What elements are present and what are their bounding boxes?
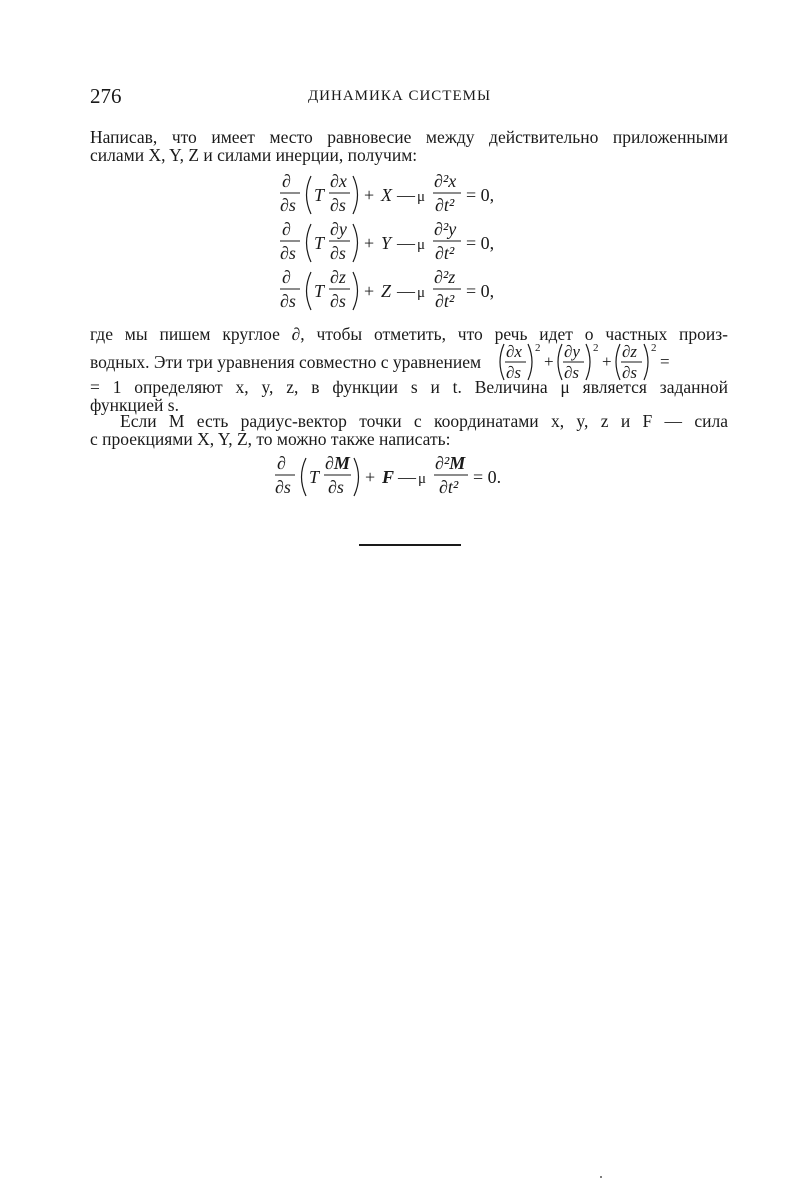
- svg-text:∂²x: ∂²x: [433, 171, 456, 191]
- svg-text:∂t²: ∂t²: [434, 243, 454, 263]
- svg-text:∂s: ∂s: [327, 477, 344, 497]
- svg-text:∂s: ∂s: [329, 195, 346, 215]
- svg-text:2: 2: [651, 342, 657, 354]
- svg-text:—: —: [396, 185, 415, 205]
- svg-text:X: X: [380, 185, 392, 205]
- svg-text:T: T: [313, 233, 324, 253]
- svg-text:∂: ∂: [281, 267, 291, 287]
- svg-text:+: +: [363, 281, 374, 301]
- svg-text:—: —: [396, 281, 415, 301]
- svg-text:∂z: ∂z: [329, 267, 346, 287]
- svg-text:∂s: ∂s: [279, 195, 296, 215]
- svg-text:∂s: ∂s: [564, 363, 580, 382]
- paragraph-vector-form-line-1: Если M есть радиус-вектор точки с координатами x, y, z и F — сила: [120, 411, 728, 431]
- svg-text:∂s: ∂s: [329, 291, 346, 311]
- svg-text:F: F: [381, 467, 394, 487]
- svg-text:∂s: ∂s: [274, 477, 291, 497]
- svg-text:+: +: [364, 467, 375, 487]
- page-number: 276: [90, 84, 122, 108]
- paragraph-intro-line-2: силами X, Y, Z и силами инерции, получим:: [90, 145, 418, 165]
- svg-text:∂²y: ∂²y: [433, 219, 456, 239]
- svg-text:T: T: [308, 467, 319, 487]
- svg-text:∂: ∂: [281, 219, 291, 239]
- svg-text:Y: Y: [380, 233, 391, 253]
- svg-text:∂x: ∂x: [506, 342, 522, 361]
- svg-text:+: +: [544, 352, 554, 371]
- svg-text:= 0,: = 0,: [465, 185, 494, 205]
- svg-text:∂z: ∂z: [622, 342, 638, 361]
- svg-text:∂t²: ∂t²: [438, 477, 458, 497]
- equation-vector: [0, 454, 799, 505]
- equation-z: [0, 268, 799, 319]
- svg-text:∂s: ∂s: [279, 291, 296, 311]
- svg-text:∂t²: ∂t²: [434, 195, 454, 215]
- svg-text:μ: μ: [417, 471, 426, 487]
- svg-text:+: +: [602, 352, 612, 371]
- svg-text:μ: μ: [416, 285, 425, 301]
- paragraph-explanation-line-2-text: водных. Эти три уравнения совместно с уравнением: [90, 352, 482, 372]
- paragraph-vector-form: [90, 412, 728, 448]
- svg-text:∂s: ∂s: [622, 363, 638, 382]
- svg-text:Z: Z: [380, 281, 391, 301]
- svg-text:∂x: ∂x: [329, 171, 347, 191]
- svg-text:∂: ∂: [276, 453, 286, 473]
- svg-text:T: T: [313, 281, 324, 301]
- equation-vector-graphic: [275, 454, 525, 500]
- print-speck: [600, 1176, 602, 1178]
- paragraph-intro-line-1: Написав, что имеет место равновесие между действительно приложенными: [90, 127, 728, 147]
- equation-x: [0, 172, 799, 223]
- running-title: ДИНАМИКА СИСТЕМЫ: [307, 88, 492, 104]
- svg-text:2: 2: [535, 342, 541, 354]
- svg-text:T: T: [313, 185, 324, 205]
- svg-text:+: +: [363, 233, 374, 253]
- paragraph-explanation-line-2: [90, 342, 728, 382]
- equation-y-graphic: [280, 220, 520, 266]
- section-end-rule: [359, 544, 461, 546]
- svg-text:= 0,: = 0,: [465, 281, 494, 301]
- svg-text:—: —: [397, 467, 416, 487]
- paragraph-intro: [90, 128, 728, 164]
- svg-text:∂t²: ∂t²: [434, 291, 454, 311]
- svg-text:∂M: ∂M: [324, 453, 350, 473]
- svg-text:—: —: [396, 233, 415, 253]
- svg-text:∂y: ∂y: [564, 342, 580, 361]
- svg-text:∂²M: ∂²M: [434, 453, 465, 473]
- paragraph-explanation: [90, 322, 728, 414]
- svg-text:∂s: ∂s: [506, 363, 522, 382]
- svg-text:=: =: [660, 352, 670, 371]
- equation-y: [0, 220, 799, 271]
- equation-z-graphic: [280, 268, 520, 314]
- svg-text:= 0,: = 0,: [465, 233, 494, 253]
- svg-text:∂²z: ∂²z: [433, 267, 455, 287]
- svg-text:= 0.: = 0.: [472, 467, 501, 487]
- svg-text:μ: μ: [416, 189, 425, 205]
- svg-text:+: +: [363, 185, 374, 205]
- svg-text:μ: μ: [416, 237, 425, 253]
- svg-text:2: 2: [593, 342, 599, 354]
- paragraph-explanation-line-3: = 1 определяют x, y, z, в функции s и t. Величина μ является заданной: [90, 377, 728, 397]
- svg-text:∂s: ∂s: [329, 243, 346, 263]
- svg-text:∂y: ∂y: [329, 219, 347, 239]
- squared-derivatives-formula: [496, 342, 728, 382]
- svg-text:∂s: ∂s: [279, 243, 296, 263]
- equation-x-graphic: [280, 172, 520, 218]
- svg-text:∂: ∂: [281, 171, 291, 191]
- paragraph-vector-form-line-2: с проекциями X, Y, Z, то можно также написать:: [90, 429, 451, 449]
- paragraph-explanation-line-4: функцией s.: [90, 395, 179, 415]
- paragraph-explanation-line-1: где мы пишем круглое ∂, чтобы отметить, что речь идет о частных произ-: [90, 324, 728, 344]
